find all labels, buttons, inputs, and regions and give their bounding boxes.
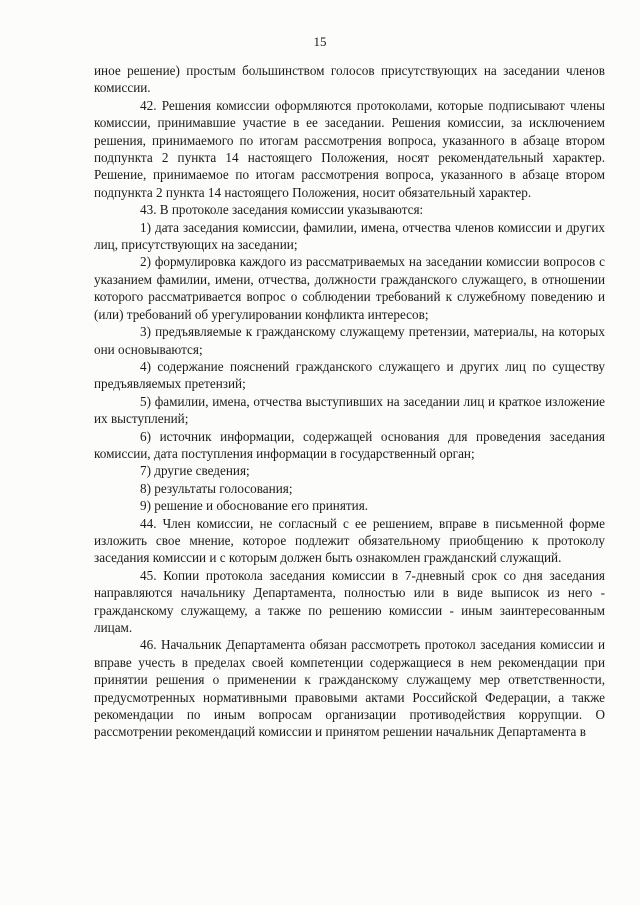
paragraph: 43. В протоколе заседания комиссии указываются: xyxy=(140,202,424,218)
list-item: 9) решение и обоснование его принятия. xyxy=(140,498,369,514)
paragraph: 44. Член комиссии, не согласный с ее решением, вправе в письменной форме изложить свое мнение, которое подлежит обязательному приобщению к протоколу заседания комиссии и с которым должен быть ознакомлен гражданский служащий. xyxy=(94,515,605,566)
paragraph: 45. Копии протокола заседания комиссии в 7-дневный срок со дня заседания направляются начальнику Департамента, полностью или в виде выписок из него - гражданскому служащему, а также по решению комиссии - иным заинтересованным лицам. xyxy=(94,567,605,635)
page-number: 15 xyxy=(313,34,327,49)
list-item: 5) фамилии, имена, отчества выступивших на заседании лиц и краткое изложение их выступлений; xyxy=(94,393,605,427)
list-item: 8) результаты голосования; xyxy=(140,480,293,496)
list-item: 4) содержание пояснений гражданского служащего и других лиц по существу предъявляемых претензий; xyxy=(94,358,605,392)
paragraph: 42. Решения комиссии оформляются протоколами, которые подписывают члены комиссии, принимавшие участие в ее заседании. Решения комиссии, за исключением решения, принимаемого по итогам рассмотрения вопроса, указанного в абзаце втором подпункта 2 пункта 14 настоящего Положения, носят рекомендательный характер. Решение, принимаемое по итогам рассмотрения вопроса, указанного в абзаце втором подпункта 2 пункта 14 настоящего Положения, носит обязательный характер. xyxy=(94,97,605,200)
document-body xyxy=(94,62,605,741)
paragraph: 46. Начальник Департамента обязан рассмотреть протокол заседания комиссии и вправе учесть в пределах своей компетенции содержащиеся в нем рекомендации при принятии решения о применении к гражданскому служащему мер ответственности, предусмотренных нормативными правовыми актами Российской Федерации, а также рекомендации по иным вопросам организации противодействия коррупции. О рассмотрении рекомендаций комиссии и принятом решении начальник Департамента в xyxy=(94,637,605,740)
list-item: 7) другие сведения; xyxy=(140,463,250,479)
list-item: 6) источник информации, содержащей основания для проведения заседания комиссии, дата поступления информации в государственный орган; xyxy=(94,428,605,461)
list-item: 3) предъявляемые к гражданскому служащему претензии, материалы, на которых они основываются; xyxy=(94,324,605,357)
paragraph: иное решение) простым большинством голосов присутствующих на заседании членов комиссии. xyxy=(94,63,605,96)
list-item: 1) дата заседания комиссии, фамилии, имена, отчества членов комиссии и других лиц, присутствующих на заседании; xyxy=(94,219,605,253)
list-item: 2) формулировка каждого из рассматриваемых на заседании комиссии вопросов с указанием фамилии, имени, отчества, должности гражданского служащего, в отношении которого рассматривается вопрос о соблюдении требований к служебному поведению и (или) требований об урегулировании конфликта интересов; xyxy=(94,254,605,322)
